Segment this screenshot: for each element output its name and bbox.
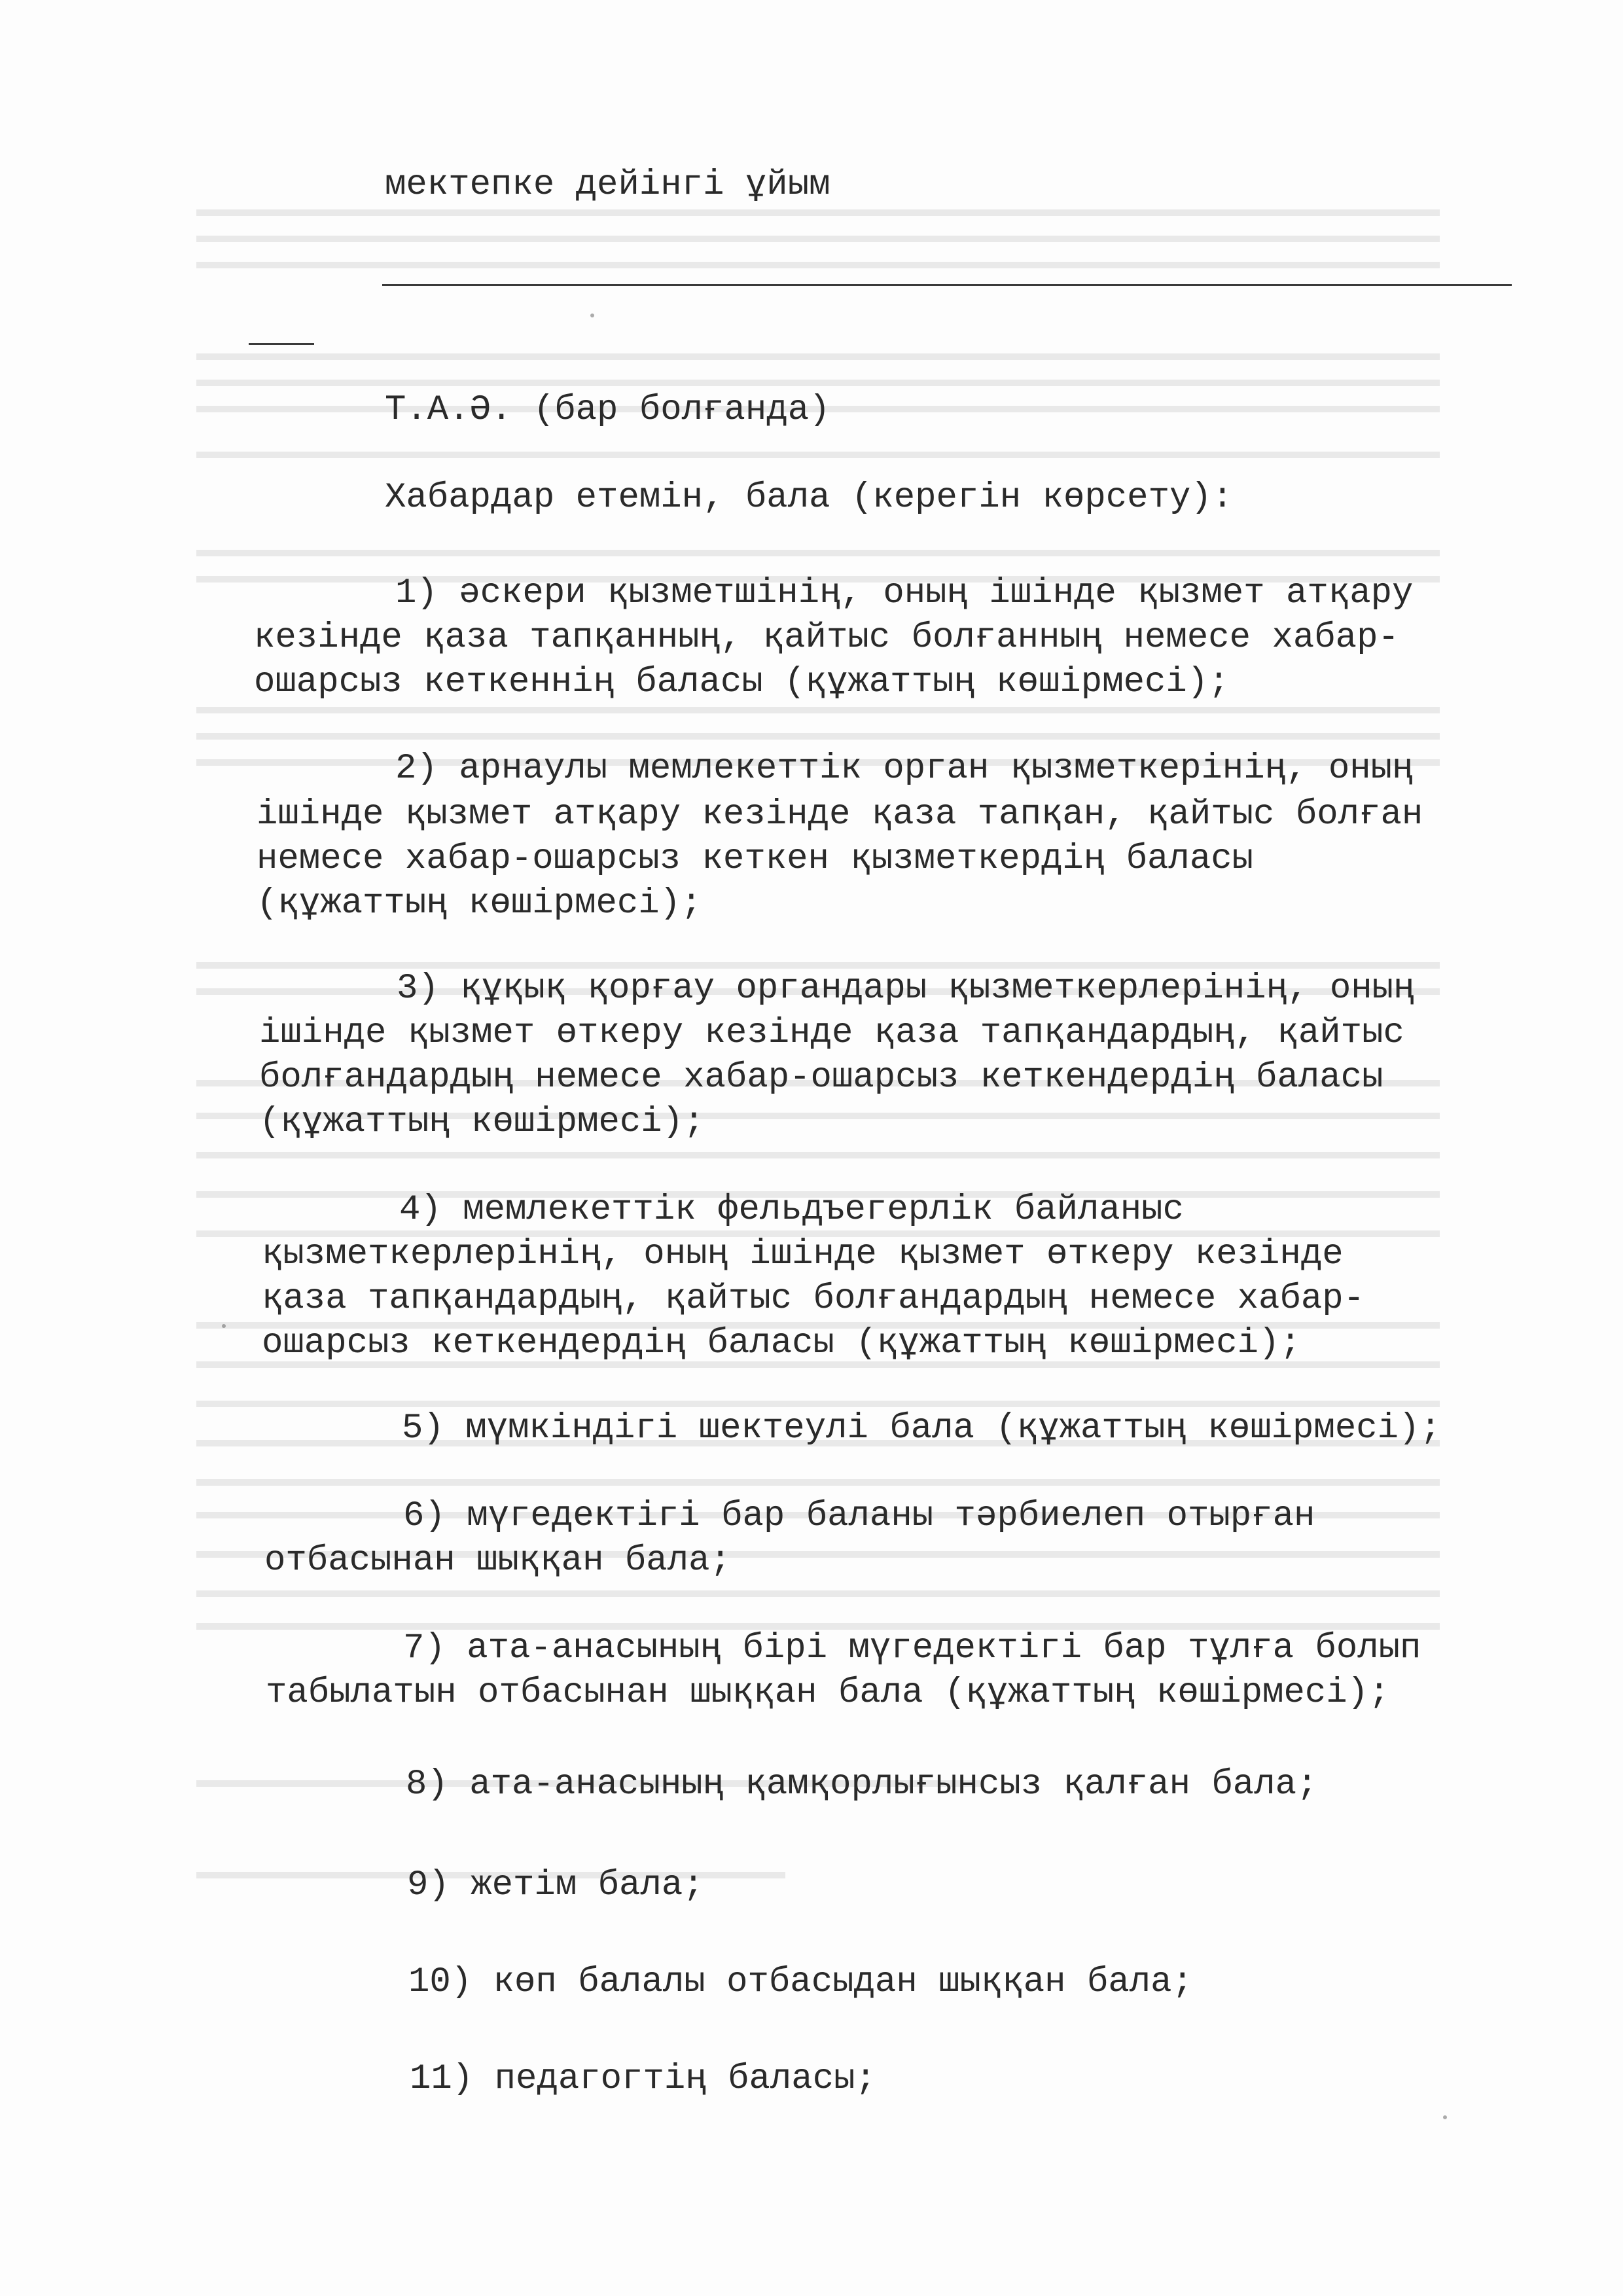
list-item-line: 3) құқық қорғау органдары қызметкерлерінің, оның <box>397 969 1415 1009</box>
list-item-line: 5) мүмкіндігі шектеулі бала (құжаттың көшірмесі); <box>402 1408 1441 1448</box>
list-item-line: 7) ата-анасының бірі мүгедектігі бар тұлға болып <box>403 1628 1421 1668</box>
list-item-line: ішінде қызмет атқару кезінде қаза тапқан, қайтыс болған <box>257 795 1423 834</box>
list-item-line: болғандардың немесе хабар-ошарсыз кеткендердің баласы <box>259 1058 1383 1098</box>
list-item-line: кезінде қаза тапқанның, қайтыс болғанның немесе хабар- <box>254 618 1399 658</box>
list-item-line: 9) жетім бала; <box>407 1865 704 1905</box>
full-name-label: Т.А.Ә. (бар болғанда) <box>385 390 830 430</box>
list-item-line: қаза тапқандардың, қайтыс болғандардың немесе хабар- <box>262 1279 1365 1319</box>
list-item-line: (құжаттың көшірмесі); <box>257 884 702 924</box>
list-item-line: 10) көп балалы отбасыдан шыққан бала; <box>408 1962 1193 2002</box>
list-item-line: 4) мемлекеттік фельдъегерлік байланыс <box>399 1190 1184 1230</box>
list-item-line: ошарсыз кеткеннің баласы (құжаттың көшірмесі); <box>254 662 1230 702</box>
list-item-line: 8) ата-анасының қамқорлығынсыз қалған бала; <box>406 1765 1318 1804</box>
list-item-line: 6) мүгедектігі бар баланы тәрбиелеп отырған <box>403 1496 1315 1536</box>
preschool-organization-label: мектепке дейінгі ұйым <box>385 165 830 205</box>
list-item-line: 1) әскери қызметшінің, оның ішінде қызмет атқару <box>395 573 1414 613</box>
organization-fill-in-line-continuation <box>249 343 314 345</box>
organization-fill-in-line <box>382 284 1512 286</box>
list-item-line: қызметкерлерінің, оның ішінде қызмет өткеру кезінде <box>262 1234 1344 1274</box>
list-item-line: ішінде қызмет өткеру кезінде қаза тапқандардың, қайтыс <box>259 1013 1404 1053</box>
list-item-line: (құжаттың көшірмесі); <box>259 1102 705 1142</box>
list-item-line: табылатын отбасынан шыққан бала (құжаттың көшірмесі); <box>266 1673 1390 1713</box>
list-item-line: 2) арнаулы мемлекеттік орган қызметкерінің, оның <box>395 749 1414 789</box>
list-item-line: немесе хабар-ошарсыз кеткен қызметкердің баласы <box>257 839 1254 879</box>
list-item-line: 11) педагогтің баласы; <box>410 2059 876 2099</box>
list-item-line: ошарсыз кеткендердің баласы (құжаттың көшірмесі); <box>262 1323 1301 1363</box>
list-item-line: отбасынан шыққан бала; <box>264 1541 731 1581</box>
notification-intro: Хабардар етемін, бала (керегін көрсету): <box>385 478 1234 518</box>
